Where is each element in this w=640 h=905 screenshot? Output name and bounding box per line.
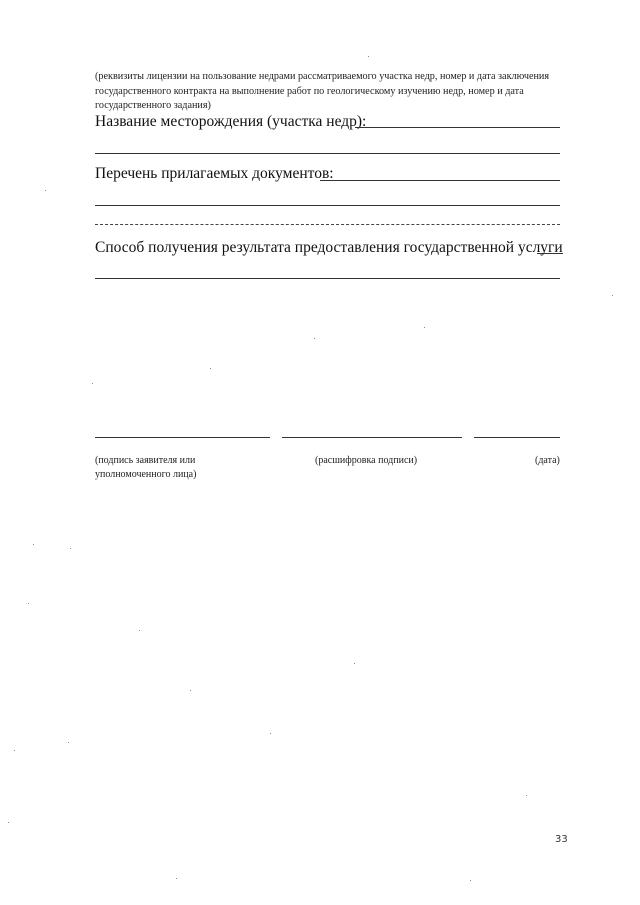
scan-speck: [612, 295, 613, 296]
license-details-note: (реквизиты лицензии на пользование недрами рассматриваемого участка недр, номер и дата заключения государственного контракта на выполнение работ по геологическому изучению недр, номер и дата государственного задания): [95, 71, 550, 111]
documents-list-line-2[interactable]: [95, 205, 560, 206]
signature-line[interactable]: [95, 437, 270, 438]
scan-speck: [68, 742, 69, 743]
scan-speck: [92, 383, 93, 384]
documents-list-line-3[interactable]: [95, 224, 560, 225]
result-method-input-line[interactable]: [537, 253, 563, 254]
scan-speck: [70, 548, 71, 549]
deposit-name-continuation-line[interactable]: [95, 153, 560, 154]
signature-transcript-line[interactable]: [282, 437, 462, 438]
scan-speck: [8, 822, 9, 823]
scan-speck: [190, 690, 191, 691]
scan-speck: [314, 338, 315, 339]
scan-speck: [354, 663, 355, 664]
result-method-continuation-line[interactable]: [95, 278, 560, 279]
scan-speck: [270, 733, 271, 734]
scan-speck: [33, 544, 34, 545]
date-line[interactable]: [474, 437, 560, 438]
result-method-label: Способ получения результата предоставления государственной услуги: [95, 239, 563, 256]
date-caption: (дата): [535, 455, 560, 466]
signature-transcript-caption: (расшифровка подписи): [315, 455, 418, 466]
scan-speck: [424, 327, 425, 328]
signature-caption: (подпись заявителя или уполномоченного лица): [95, 455, 197, 480]
scan-speck: [526, 795, 527, 796]
deposit-name-label: Название месторождения (участка недр):: [95, 113, 367, 130]
scan-speck: [210, 368, 211, 369]
scan-speck: [368, 56, 369, 57]
scan-speck: [45, 190, 46, 191]
page-number: 33: [555, 834, 568, 845]
scan-speck: [28, 603, 29, 604]
documents-list-label: Перечень прилагаемых документов:: [95, 165, 334, 182]
scan-speck: [470, 880, 471, 881]
scan-speck: [176, 878, 177, 879]
deposit-name-input-line[interactable]: [355, 127, 560, 128]
scan-speck: [139, 630, 140, 631]
scan-speck: [14, 750, 15, 751]
documents-list-input-line[interactable]: [320, 180, 560, 181]
